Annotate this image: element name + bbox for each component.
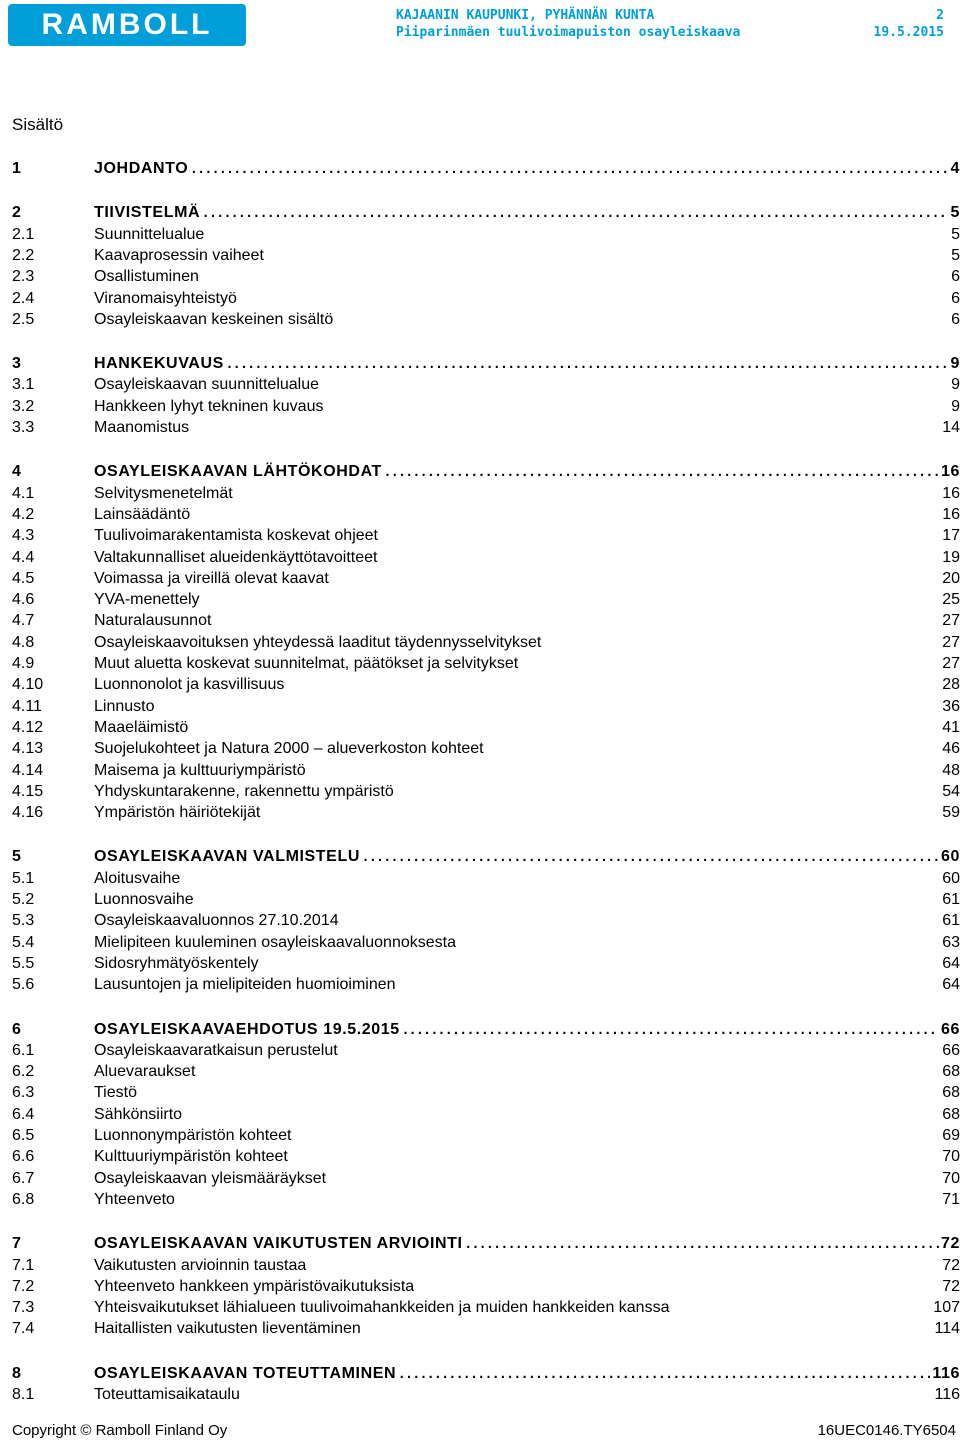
toc-row — [12, 911, 960, 931]
header-project: Piiparinmäen tuulivoimapuiston osayleiskaava — [396, 25, 741, 40]
toc-row — [12, 1083, 960, 1103]
toc-heading: Suunnittelualue — [94, 225, 205, 243]
header-client: KAJAANIN KAUPUNKI, PYHÄNNÄN KUNTA — [396, 8, 655, 23]
toc-heading: Kaavaprosessin vaiheet — [94, 246, 264, 264]
toc-page-number: 6 — [951, 289, 960, 307]
toc-page-number: 9 — [951, 376, 960, 394]
toc-row — [12, 869, 960, 889]
header-title-line1 — [396, 8, 944, 23]
toc-page-number: 27 — [942, 655, 960, 672]
toc-row — [12, 1319, 960, 1339]
toc-leader-dots — [465, 1234, 939, 1254]
toc-number: 5.2 — [12, 891, 35, 908]
toc-heading: Osayleiskaavan suunnittelualue — [94, 376, 320, 394]
toc-heading: Maaeläimistö — [94, 718, 189, 736]
toc-page-number: 6 — [951, 268, 960, 286]
toc-page-number: 14 — [942, 419, 960, 436]
toc-row — [12, 782, 960, 802]
toc-number: 3.1 — [12, 376, 35, 394]
toc-row — [12, 718, 960, 738]
toc-page-number: 27 — [942, 612, 960, 630]
toc-heading: HANKEKUVAUS — [94, 355, 224, 373]
toc-row — [12, 675, 960, 695]
toc-chapter-row — [12, 159, 960, 179]
toc-chapter-row — [12, 1364, 960, 1384]
toc-row — [12, 1062, 960, 1082]
toc-page-number: 70 — [942, 1148, 960, 1166]
toc-row — [12, 225, 960, 245]
toc-heading: Naturalausunnot — [94, 612, 212, 630]
toc-row — [12, 1277, 960, 1297]
toc-page-number: 68 — [942, 1105, 960, 1123]
toc-heading: Sidosryhmätyöskentely — [94, 954, 259, 972]
toc-row — [12, 1385, 960, 1405]
toc-heading: Lausuntojen ja mielipiteiden huomioiminen — [94, 976, 396, 994]
toc-number: 2.5 — [12, 310, 35, 328]
toc-row — [12, 484, 960, 504]
toc-row — [12, 310, 960, 330]
toc-number: 4.7 — [12, 612, 35, 630]
toc-page-number: 25 — [942, 591, 960, 609]
toc-number: 5 — [12, 848, 22, 866]
toc-number: 2.2 — [12, 246, 35, 264]
toc-page-number: 9 — [951, 397, 960, 415]
toc-page-number: 17 — [942, 527, 960, 545]
toc-page-number: 68 — [942, 1084, 960, 1102]
toc-heading: Ympäristön häiriötekijät — [94, 804, 261, 822]
toc-page-number: 71 — [942, 1190, 960, 1208]
toc-heading: OSAYLEISKAAVAN VAIKUTUSTEN ARVIOINTI — [94, 1235, 463, 1253]
toc-heading: Tiestö — [94, 1084, 137, 1102]
toc-page-number: 5 — [951, 225, 960, 243]
toc-page-number: 114 — [934, 1320, 960, 1338]
toc-number: 4.9 — [12, 655, 35, 672]
toc-heading: OSAYLEISKAAVAN VALMISTELU — [94, 848, 360, 866]
header-page-number: 2 — [936, 8, 944, 23]
toc-row — [12, 654, 960, 674]
toc-heading: Aluevaraukset — [94, 1063, 196, 1081]
toc-heading: Yhteenveto hankkeen ympäristövaikutuksista — [94, 1277, 415, 1295]
toc-page-number: 60 — [942, 869, 960, 887]
toc-title: Sisältö — [12, 115, 64, 134]
toc-page-number: 59 — [942, 804, 960, 822]
toc-heading: Sähkönsiirto — [94, 1105, 183, 1123]
toc-row — [12, 761, 960, 781]
toc-page-number: 72 — [942, 1277, 960, 1295]
toc-page-number: 16 — [942, 484, 960, 502]
toc-row — [12, 1190, 960, 1210]
toc-heading: Maanomistus — [94, 419, 190, 436]
toc-number: 6.6 — [12, 1148, 35, 1166]
toc-number: 4.16 — [12, 804, 44, 822]
toc-heading: OSAYLEISKAAVAN LÄHTÖKOHDAT — [94, 463, 382, 481]
toc-row — [12, 548, 960, 568]
toc-number: 4.2 — [12, 505, 35, 523]
toc-page-number: 63 — [942, 933, 960, 951]
toc-page-number: 70 — [942, 1169, 960, 1187]
toc-number: 4.12 — [12, 718, 44, 736]
toc-heading: Luonnosvaihe — [94, 891, 194, 908]
toc-page-number: 4 — [950, 160, 960, 177]
toc-row — [12, 397, 960, 417]
footer-doc-code: 16UEC0146.TY6504 — [817, 1422, 956, 1439]
toc-row — [12, 289, 960, 309]
toc-row — [12, 569, 960, 589]
toc-heading: YVA-menettely — [94, 591, 200, 609]
toc-row — [12, 1105, 960, 1125]
toc-row — [12, 1169, 960, 1189]
toc-row — [12, 633, 960, 653]
toc-heading: Osallistuminen — [94, 268, 199, 286]
toc-number: 7.2 — [12, 1277, 35, 1295]
toc-number: 5.1 — [12, 869, 35, 887]
toc-page-number: 5 — [950, 204, 960, 222]
toc-number: 8.1 — [12, 1386, 35, 1403]
toc-page-number: 16 — [942, 505, 960, 523]
toc-row — [12, 890, 960, 910]
toc-page-number: 19 — [942, 548, 960, 566]
toc-page-number: 5 — [951, 246, 960, 264]
toc-number: 6.2 — [12, 1063, 35, 1081]
toc-number: 5.3 — [12, 912, 35, 930]
toc-row — [12, 505, 960, 525]
toc-page-number: 72 — [941, 1235, 960, 1253]
toc-number: 4.10 — [12, 676, 44, 694]
toc-number: 7 — [12, 1235, 22, 1253]
toc-page-number: 72 — [942, 1256, 960, 1274]
toc-page-number: 61 — [942, 912, 960, 930]
toc-row — [12, 526, 960, 546]
toc-number: 2.1 — [12, 225, 35, 243]
toc-heading: TIIVISTELMÄ — [94, 204, 201, 222]
toc-number: 4.13 — [12, 740, 44, 758]
toc-number: 3 — [12, 355, 22, 373]
toc-heading: Kulttuuriympäristön kohteet — [94, 1148, 288, 1166]
toc-heading: OSAYLEISKAAVAEHDOTUS 19.5.2015 — [94, 1020, 400, 1038]
toc-leader-dots — [202, 203, 948, 223]
toc-page-number: 66 — [941, 1020, 960, 1038]
toc-number: 4.8 — [12, 633, 35, 651]
toc-leader-dots — [362, 847, 939, 867]
toc-number: 7.1 — [12, 1256, 35, 1274]
toc-row — [12, 267, 960, 287]
toc-heading: Yhteisvaikutukset lähialueen tuulivoimahankkeiden ja muiden hankkeiden kanssa — [94, 1299, 670, 1317]
toc-number: 4.4 — [12, 548, 35, 566]
toc-heading: Osayleiskaavan keskeinen sisältö — [94, 310, 334, 328]
toc-heading: Suojelukohteet ja Natura 2000 – alueverkoston kohteet — [94, 740, 484, 758]
toc-heading: Osayleiskaavoituksen yhteydessä laaditut täydennysselvitykset — [94, 633, 542, 651]
toc-number: 4.11 — [12, 697, 42, 715]
toc-page-number: 61 — [942, 891, 960, 908]
toc-page-number: 66 — [942, 1041, 960, 1059]
logo-text: RAMBOLL — [41, 8, 213, 41]
toc-page-number: 64 — [942, 954, 960, 972]
toc-page-number: 6 — [951, 310, 960, 328]
toc-page-number: 107 — [933, 1299, 960, 1317]
toc-row — [12, 739, 960, 759]
toc-chapter-row — [12, 462, 960, 482]
toc-chapter-row — [12, 1234, 960, 1254]
toc-chapter-row — [12, 354, 960, 374]
toc-row — [12, 418, 960, 438]
toc-heading: Muut aluetta koskevat suunnitelmat, päätökset ja selvitykset — [94, 655, 519, 672]
toc-number: 6 — [12, 1020, 22, 1038]
toc-heading: Hankkeen lyhyt tekninen kuvaus — [94, 397, 324, 415]
footer-copyright: Copyright © Ramboll Finland Oy — [12, 1422, 228, 1439]
header-title-line2 — [396, 25, 944, 40]
toc-number: 6.5 — [12, 1127, 35, 1144]
toc-page-number: 41 — [942, 718, 960, 736]
toc-leader-dots — [384, 462, 939, 482]
toc-page-number: 28 — [942, 676, 960, 694]
toc-heading: Luonnonolot ja kasvillisuus — [94, 676, 285, 694]
toc-number: 8 — [12, 1364, 22, 1382]
toc-chapter-row — [12, 203, 960, 223]
toc-page-number: 27 — [942, 633, 960, 651]
toc-heading: Yhteenveto — [94, 1190, 175, 1208]
toc-number: 3.2 — [12, 397, 35, 415]
toc-leader-dots — [402, 1020, 939, 1040]
toc-leader-dots — [190, 159, 948, 179]
ramboll-logo — [8, 4, 246, 46]
toc-number: 4.3 — [12, 527, 35, 545]
toc-heading: OSAYLEISKAAVAN TOTEUTTAMINEN — [94, 1364, 397, 1382]
toc-number: 1 — [12, 160, 22, 177]
toc-page-number: 16 — [941, 463, 960, 481]
toc-number: 5.4 — [12, 933, 35, 951]
toc-heading: Linnusto — [94, 697, 155, 715]
toc-row — [12, 590, 960, 610]
toc-heading: Osayleiskaavan yleismääräykset — [94, 1169, 327, 1187]
toc-number: 7.3 — [12, 1299, 35, 1317]
toc-page-number: 64 — [942, 976, 960, 994]
toc-chapter-row — [12, 847, 960, 867]
toc-row — [12, 697, 960, 717]
toc-heading: Yhdyskuntarakenne, rakennettu ympäristö — [94, 782, 394, 800]
toc-row — [12, 375, 960, 395]
toc-heading: Toteuttamisaikataulu — [94, 1386, 240, 1403]
toc-number: 4.15 — [12, 782, 44, 800]
header-date: 19.5.2015 — [873, 25, 944, 40]
toc-number: 6.7 — [12, 1169, 35, 1187]
toc-number: 2.4 — [12, 289, 35, 307]
toc-heading: Luonnonympäristön kohteet — [94, 1127, 292, 1144]
toc-heading: JOHDANTO — [94, 160, 189, 177]
toc-page-number: 9 — [950, 355, 960, 373]
toc-row — [12, 1256, 960, 1276]
toc-row — [12, 246, 960, 266]
toc-page-number: 116 — [934, 1386, 960, 1403]
toc-row — [12, 1298, 960, 1318]
toc-heading: Selvitysmenetelmät — [94, 484, 233, 502]
toc-row — [12, 1147, 960, 1167]
toc-page-number: 54 — [942, 782, 960, 800]
toc-leader-dots — [398, 1364, 930, 1384]
toc-number: 5.5 — [12, 954, 35, 972]
toc-number: 2 — [12, 204, 22, 222]
toc-number: 3.3 — [12, 419, 35, 436]
toc-row — [12, 933, 960, 953]
toc-heading: Maisema ja kulttuuriympäristö — [94, 761, 306, 779]
toc-heading: Voimassa ja vireillä olevat kaavat — [94, 569, 329, 587]
toc-row — [12, 954, 960, 974]
toc-leader-dots — [226, 354, 949, 374]
toc-page-number: 36 — [942, 697, 960, 715]
toc-number: 4 — [12, 463, 22, 481]
toc-page-number: 68 — [942, 1063, 960, 1081]
toc-number: 6.4 — [12, 1105, 35, 1123]
toc-number: 4.14 — [12, 761, 44, 779]
toc-number: 2.3 — [12, 268, 35, 286]
toc-number: 6.8 — [12, 1190, 35, 1208]
toc-page-number: 116 — [932, 1364, 960, 1382]
toc-number: 7.4 — [12, 1320, 35, 1338]
toc-number: 4.5 — [12, 569, 35, 587]
toc-heading: Osayleiskaavaluonnos 27.10.2014 — [94, 912, 339, 930]
toc-page-number: 48 — [942, 761, 960, 779]
toc-heading: Aloitusvaihe — [94, 869, 181, 887]
toc-row — [12, 611, 960, 631]
toc-heading: Valtakunnalliset alueidenkäyttötavoitteet — [94, 548, 378, 566]
toc-page-number: 60 — [941, 848, 960, 866]
toc-heading: Osayleiskaavaratkaisun perustelut — [94, 1041, 338, 1059]
toc-heading: Tuulivoimarakentamista koskevat ohjeet — [94, 527, 378, 545]
toc-heading: Viranomaisyhteistyö — [94, 289, 237, 307]
toc-row — [12, 1126, 960, 1146]
toc-heading: Lainsäädäntö — [94, 505, 191, 523]
toc-heading: Haitallisten vaikutusten lieventäminen — [94, 1320, 361, 1338]
toc-number: 5.6 — [12, 976, 35, 994]
toc-chapter-row — [12, 1020, 960, 1040]
toc-heading: Vaikutusten arvioinnin taustaa — [94, 1256, 307, 1274]
toc-page-number: 46 — [942, 740, 960, 758]
toc-row — [12, 803, 960, 823]
toc-page-number: 69 — [942, 1127, 960, 1144]
toc-row — [12, 1041, 960, 1061]
toc-number: 4.6 — [12, 591, 35, 609]
toc-heading: Mielipiteen kuuleminen osayleiskaavaluonnoksesta — [94, 933, 456, 951]
toc-number: 6.3 — [12, 1084, 35, 1102]
toc-number: 6.1 — [12, 1041, 35, 1059]
toc-number: 4.1 — [12, 484, 35, 502]
toc-row — [12, 975, 960, 995]
toc-page-number: 20 — [942, 569, 960, 587]
